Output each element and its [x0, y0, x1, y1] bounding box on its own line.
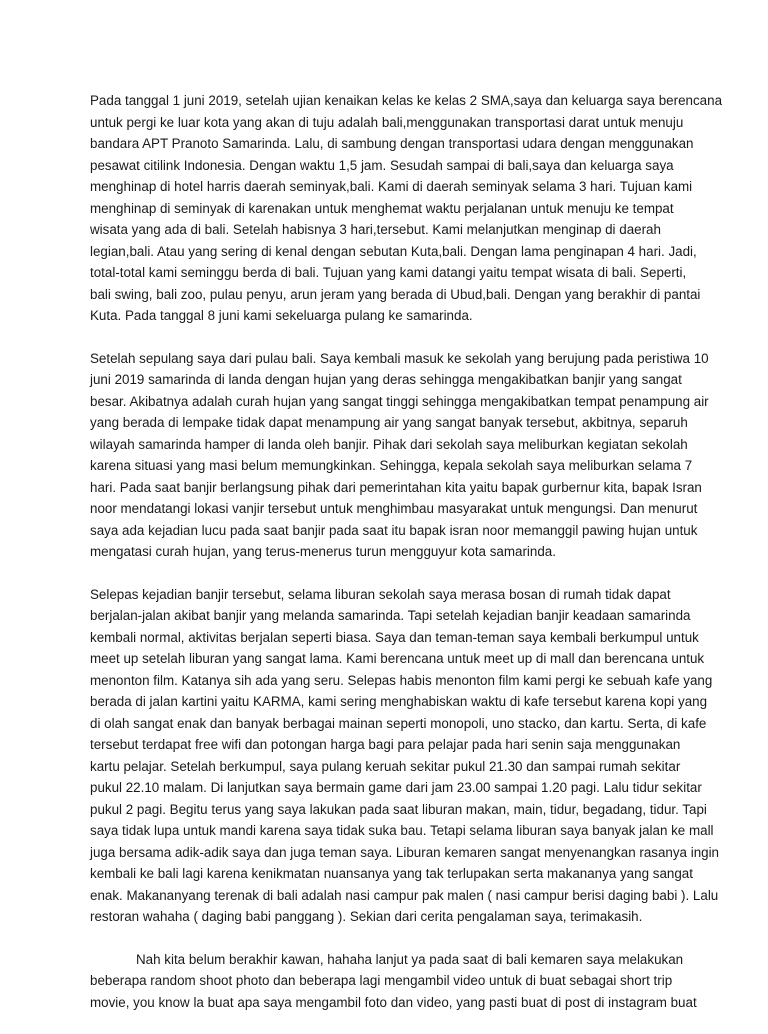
text-line: saya tidak lupa untuk mandi karena saya tidak suka bau. Tetapi selama liburan saya banyak jalan ke mall	[90, 823, 714, 838]
text-line: kembali ke bali lagi karena kenikmatan nuansanya yang tak terlupakan serta makananya yang sangat	[90, 866, 693, 881]
text-line: beberapa random shoot photo dan beberapa lagi mengambil video untuk di buat sebagai short trip	[90, 973, 673, 988]
text-line: juga bersama adik-adik saya dan juga teman saya. Liburan kemaren sangat menyenangkan rasanya ingin	[90, 844, 720, 860]
text-line: wisata yang ada di bali. Setelah habisnya 3 hari,tersebut. Kami melanjutkan menginap di daerah	[90, 222, 661, 237]
text-line: noor mendatangi lokasi vanjir tersebut untuk menghimbau masyarakat untuk mengungsi. Dan menurut	[90, 501, 698, 516]
text-line: bandara APT Pranoto Samarinda. Lalu, di sambung dengan transportasi udara dengan menggunakan	[90, 136, 694, 151]
text-line: kartu pelajar. Setelah berkumpul, saya pulang keruah sekitar pukul 21.30 dan sampai rumah sekitar	[90, 758, 681, 774]
text-line: mengatasi curah hujan, yang terus-menerus turun mengguyur kota samarinda.	[90, 544, 556, 559]
text-line: menghinap di hotel harris daerah seminyak,bali. Kami di daerah seminyak selama 3 hari. Tujuan kami	[90, 179, 693, 194]
text-line: wilayah samarinda hamper di landa oleh banjir. Pihak dari sekolah saya meliburkan kegiatan sekolah	[90, 436, 688, 452]
text-line: legian,bali. Atau yang sering di kenal dengan sebutan Kuta,bali. Dengan lama penginapan 4 hari. Jadi,	[90, 243, 697, 259]
text-line: Kuta. Pada tanggal 8 juni kami sekeluarga pulang ke samarinda.	[90, 308, 473, 323]
text-line: yang berada di lempake tidak dapat menampung air yang sangat banyak tersebut, akbitnya, separuh	[90, 415, 688, 430]
text-line: karena situasi yang masi belum memungkinkan. Sehingga, kepala sekolah saya meliburkan selama 7	[90, 458, 693, 473]
text-line: pukul 2 pagi. Begitu terus yang saya lakukan pada saat liburan makan, main, tidur, begadang, tidur. Tapi	[90, 801, 707, 817]
text-line: kembali normal, aktivitas berjalan seperti biasa. Saya dan teman-teman saya kembali berkumpul untuk	[90, 629, 699, 645]
text-line: pesawat citilink Indonesia. Dengan waktu 1,5 jam. Sesudah sampai di bali,saya dan keluarga saya	[90, 157, 674, 173]
text-line: enak. Makananyang terenak di bali adalah nasi campur pak malen ( nasi campur berisi daging babi ). Lalu	[90, 887, 719, 903]
paragraph-holiday	[90, 584, 720, 928]
text-line: tersebut terdapat free wifi dan potongan harga bagi para pelajar pada hari senin saja menggunakan	[90, 737, 681, 752]
text-line: Pada tanggal 1 juni 2019, setelah ujian kenaikan kelas ke kelas 2 SMA,saya dan keluarga saya berencana	[90, 93, 723, 108]
text-line: juni 2019 samarinda di landa dengan hujan yang deras sehingga mengakibatkan banjir yang sangat	[90, 372, 682, 387]
text-line: berada di jalan kartini yaitu KARMA, kami sering menghabiskan waktu di kafe tersebut karena kopi yang	[90, 694, 708, 709]
text-line: untuk pergi ke luar kota yang akan di tuju adalah bali,menggunakan transportasi darat untuk menuju	[90, 114, 684, 130]
text-line: restoran wahaha ( daging babi panggang ). Sekian dari cerita pengalaman saya, terimakasih.	[90, 909, 643, 924]
text-line-indented: Nah kita belum berakhir kawan, hahaha lanjut ya pada saat di bali kemaren saya melakukan	[136, 951, 684, 967]
text-line: besar. Akibatnya adalah curah hujan yang sangat tinggi sehingga mengakibatkan tempat penampung air	[90, 393, 709, 409]
paragraph-bali-trip	[90, 90, 723, 327]
text-line: pukul 22.10 malam. Di lanjutkan saya bermain game dari jam 23.00 sampai 1.20 pagi. Lalu tidur sekitar	[90, 780, 702, 795]
text-line: meet up setelah liburan yang sangat lama. Kami berencana untuk meet up di mall dan berencana untuk	[90, 651, 705, 666]
paragraph-flood	[90, 348, 709, 563]
text-line: di olah sangat enak dan banyak berbagai mainan seperti monopoli, uno stacko, dan kartu. Serta, di kafe	[90, 715, 707, 731]
text-line: Selepas kejadian banjir tersebut, selama liburan sekolah saya merasa bosan di rumah tidak dapat	[90, 586, 671, 602]
text-line: bali swing, bali zoo, pulau penyu, arun jeram yang berada di Ubud,bali. Dengan yang berakhir di pantai	[90, 286, 701, 302]
paragraph-photos	[90, 949, 697, 1014]
text-line: movie, you know la buat apa saya mengambil foto dan video, yang pasti buat di post di instagram buat	[90, 994, 697, 1010]
text-line: menonton film. Katanya sih ada yang seru. Selepas habis menonton film kami pergi ke sebuah kafe yang	[90, 672, 713, 688]
text-line: hari. Pada saat banjir berlangsung pihak dari pemerintahan kita yaitu bapak gurbernur kita, bapak Isran	[90, 479, 702, 495]
text-line: Setelah sepulang saya dari pulau bali. Saya kembali masuk ke sekolah yang berujung pada peristiwa 10	[90, 350, 709, 366]
text-line: saya ada kejadian lucu pada saat banjir pada saat itu bapak isran noor memanggil pawing hujan untuk	[90, 522, 698, 538]
document-body	[90, 90, 723, 1034]
text-line: total-total kami seminggu berda di bali. Tujuan yang kami datangi yaitu tempat wisata di bali. Seperti,	[90, 265, 687, 280]
text-line: menghinap di seminyak di karenakan untuk menghemat waktu perjalanan untuk menuju ke tempat	[90, 200, 674, 216]
text-line: berjalan-jalan akibat banjir yang melanda samarinda. Tapi setelah kejadian banjir keadaan samarinda	[90, 608, 691, 623]
